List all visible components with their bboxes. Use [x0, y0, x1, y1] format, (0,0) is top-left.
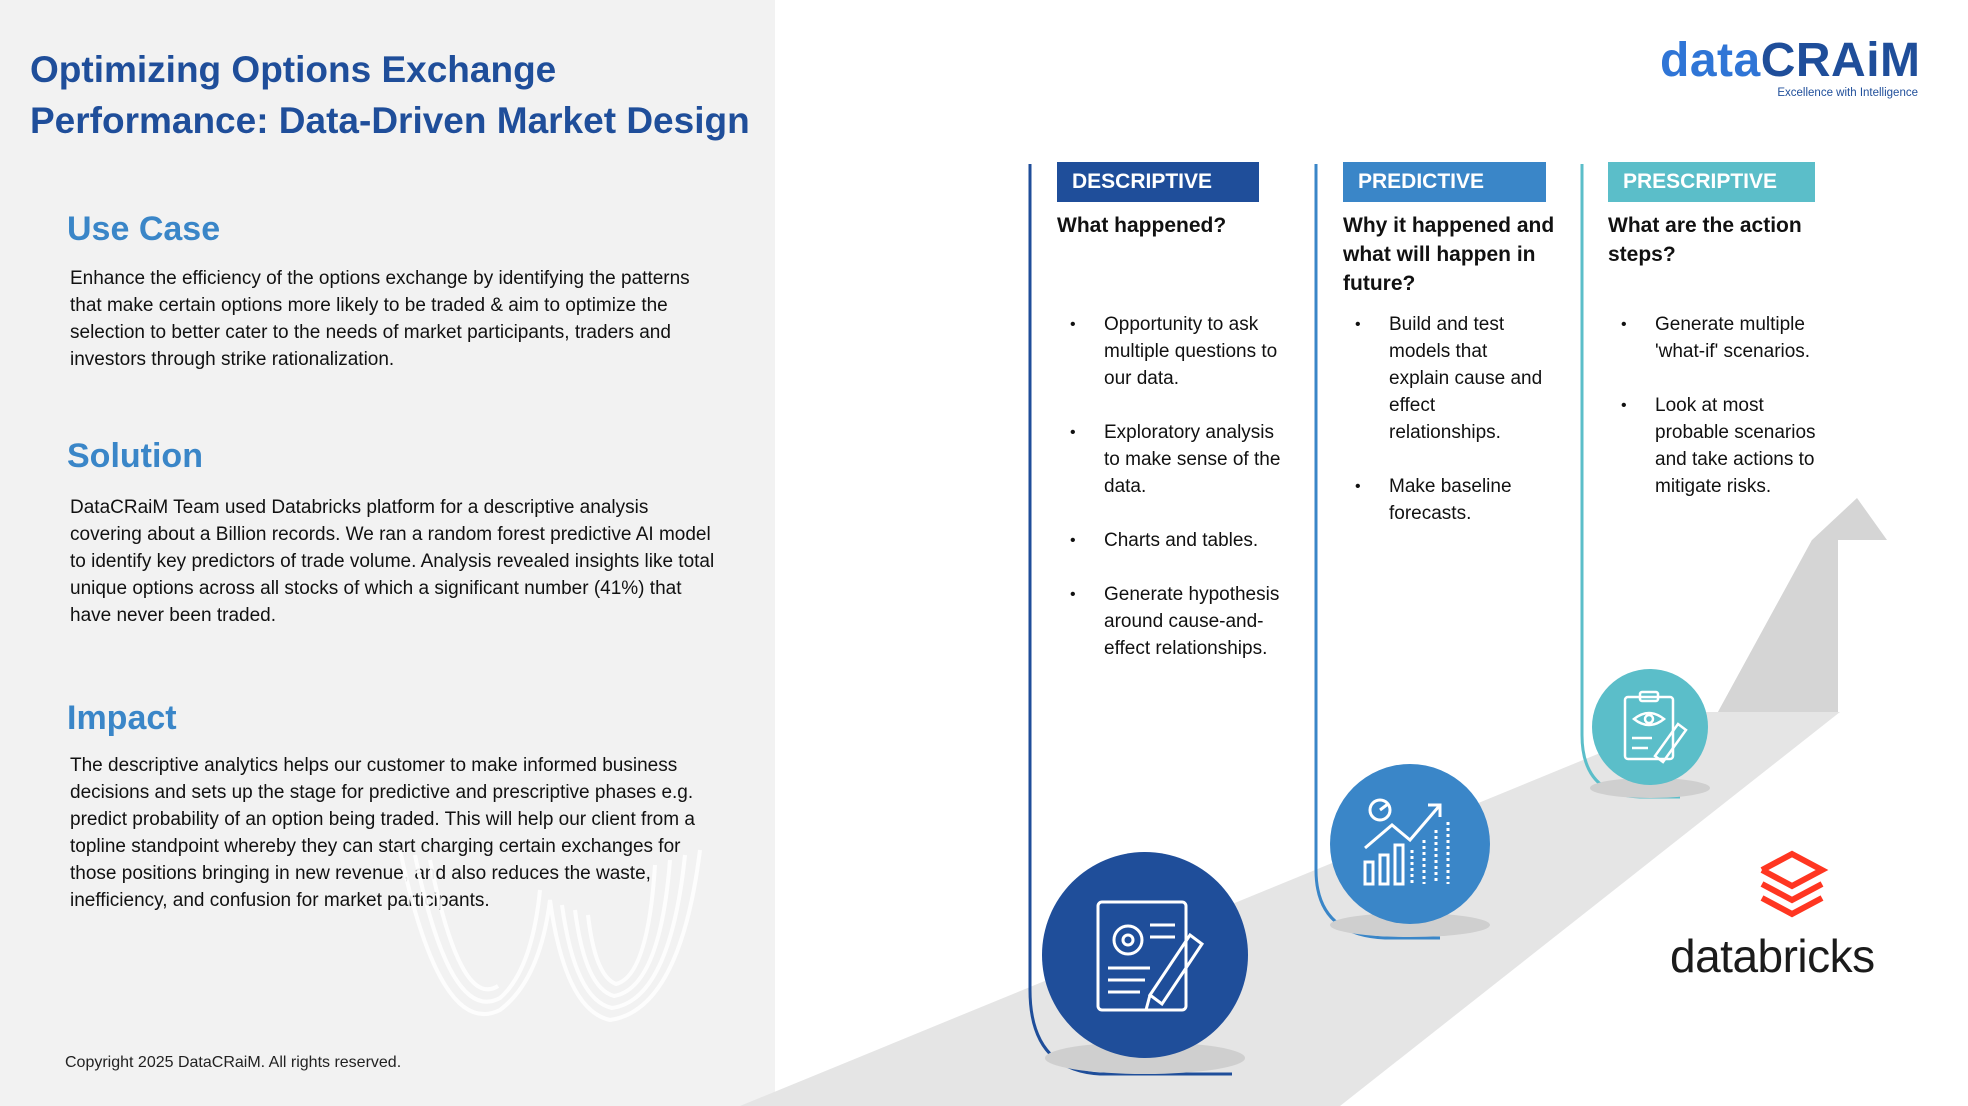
- list-item: • Look at most probable scenarios and take actions to mitigate risks.: [1615, 392, 1825, 500]
- impact-body: The descriptive analytics helps our customer to make informed business decisions and sets up the stage for predictive and prescriptive phases e.g. predict probability of an option being traded. This will help our client from a topline standpoint whereby they can start charging certain exchanges for those positions bringing in new revenue, and also reduces the waste, inefficiency, and confusion for market participants.: [70, 755, 695, 911]
- descriptive-tag: DESCRIPTIVE: [1057, 162, 1259, 202]
- list-item: • Generate multiple 'what-if' scenarios.: [1615, 311, 1825, 365]
- prescriptive-list: [1615, 311, 1825, 527]
- databricks-stack-icon: [1752, 842, 1832, 922]
- solution-body: DataCRaiM Team used Databricks platform for a descriptive analysis covering about a Billion records. We ran a random forest predictive AI model to identify key predictors of trade volume. Analysis revealed insights like total unique options across all stocks of which a significant number (41%) that have never been traded.: [70, 497, 715, 626]
- predictive-list: [1349, 311, 1549, 554]
- predictive-question: Why it happened and what will happen in future?: [1343, 214, 1555, 295]
- prescriptive-question: What are the action steps?: [1608, 214, 1802, 266]
- impact-heading: Impact: [67, 699, 177, 737]
- list-item: • Build and test models that explain cause and effect relationships.: [1349, 311, 1549, 446]
- descriptive-list: [1064, 311, 1294, 689]
- use-case-heading: Use Case: [67, 210, 221, 248]
- predictive-tag: PREDICTIVE: [1343, 162, 1546, 202]
- document-gear-pencil-icon: [1042, 852, 1248, 1058]
- growth-chart-icon: [1330, 764, 1490, 924]
- use-case-body: Enhance the efficiency of the options exchange by identifying the patterns that make certain options more likely to be traded & aim to optimize the selection to better cater to the needs of market participants, traders and investors through strike rationalization.: [70, 268, 690, 370]
- list-item: • Charts and tables.: [1064, 527, 1294, 554]
- list-item: • Make baseline forecasts.: [1349, 473, 1549, 527]
- datacraim-logo: [1660, 35, 1920, 99]
- list-item: • Opportunity to ask multiple questions to our data.: [1064, 311, 1294, 392]
- list-item: • Exploratory analysis to make sense of the data.: [1064, 419, 1294, 500]
- logo-wordmark: dataCRAiM: [1660, 34, 1921, 87]
- copyright-text: Copyright 2025 DataCRaiM. All rights reserved.: [65, 1054, 402, 1071]
- databricks-logo: [1670, 842, 1875, 983]
- databricks-wordmark: databricks: [1670, 930, 1875, 982]
- prescriptive-tag: PRESCRIPTIVE: [1608, 162, 1815, 202]
- solution-heading: Solution: [67, 437, 203, 475]
- clipboard-eye-pencil-icon: [1592, 669, 1708, 785]
- list-item: • Generate hypothesis around cause-and-effect relationships.: [1064, 581, 1294, 662]
- page-title: Optimizing Options Exchange Performance: Data-Driven Market Design: [30, 49, 750, 141]
- logo-tagline: Excellence with Intelligence: [1777, 87, 1918, 99]
- descriptive-question: What happened?: [1057, 214, 1227, 237]
